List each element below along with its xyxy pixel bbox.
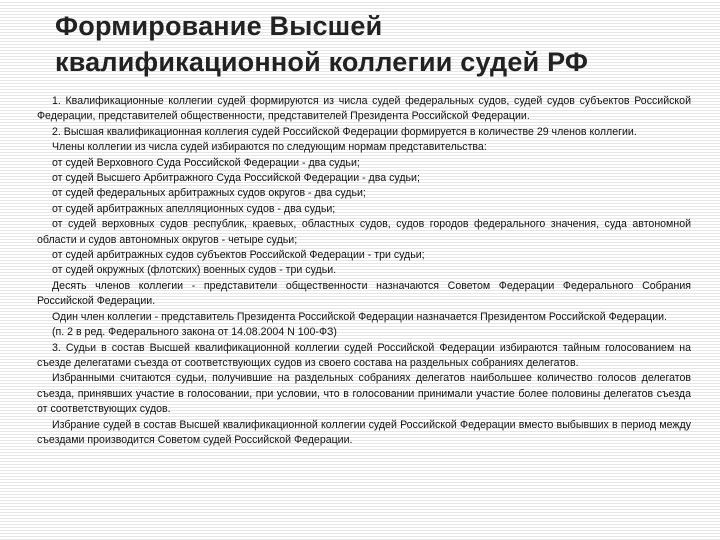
paragraph: Один член коллегии - представитель Президента Российской Федерации назначается Президентом Российской Федерации. — [52, 310, 667, 323]
paragraph: (п. 2 в ред. Федерального закона от 14.08.2004 N 100-ФЗ) — [52, 326, 337, 339]
paragraph: от судей Высшего Арбитражного Суда Российской Федерации - два судьи; — [52, 172, 420, 185]
paragraph: Десять членов коллегии - представители общественности назначаются Советом Федерации Федерального Собрания Российской Федерации. — [37, 279, 691, 308]
paragraph: от судей федеральных арбитражных судов округов - два судьи; — [52, 187, 366, 200]
paragraph: Члены коллегии из числа судей избираются по следующим нормам представительства: — [52, 141, 487, 154]
title-line-2: квалификационной коллегии судей РФ — [55, 47, 589, 77]
slide-body — [37, 94, 691, 448]
paragraph: 2. Высшая квалификационная коллегия судей Российской Федерации формируется в количестве 29 членов коллегии. — [52, 125, 637, 138]
slide-title — [55, 8, 695, 80]
paragraph: Избранными считаются судьи, получившие на раздельных собраниях делегатов наибольшее количество голосов делегатов съезда, принявших участие в голосовании, при условии, что в голосовании принимали участие более половины делегатов съезда от соответствующих судов. — [37, 372, 691, 416]
paragraph: от судей верховных судов республик, краевых, областных судов, судов городов федерального значения, суда автономной области и судов автономных округов - четыре судьи; — [37, 218, 691, 246]
paragraph: 1. Квалификационные коллегии судей формируются из числа судей федеральных судов, судей судов субъектов Российской Федерации, представителей общественности, представителей Президента Российской Федерации. — [37, 95, 691, 123]
paragraph: Избрание судей в состав Высшей квалификационной коллегии судей Российской Федерации вместо выбывших в период между съездами производится Советом судей Российской Федерации. — [37, 418, 691, 446]
paragraph: 3. Судьи в состав Высшей квалификационной коллегии судей Российской Федерации избираются тайным голосованием на съезде делегатами съезда от соответствующих судов из своего состава на раздельных собраниях делегатов. — [37, 341, 691, 369]
paragraph: от судей арбитражных судов субъектов Российской Федерации - три судьи; — [52, 249, 425, 262]
paragraph: от судей Верховного Суда Российской Федерации - два судьи; — [52, 156, 360, 169]
title-line-1: Формирование Высшей — [55, 11, 383, 41]
paragraph: от судей арбитражных апелляционных судов - два судьи; — [52, 202, 336, 215]
paragraph: от судей окружных (флотских) военных судов - три судьи. — [52, 264, 337, 277]
